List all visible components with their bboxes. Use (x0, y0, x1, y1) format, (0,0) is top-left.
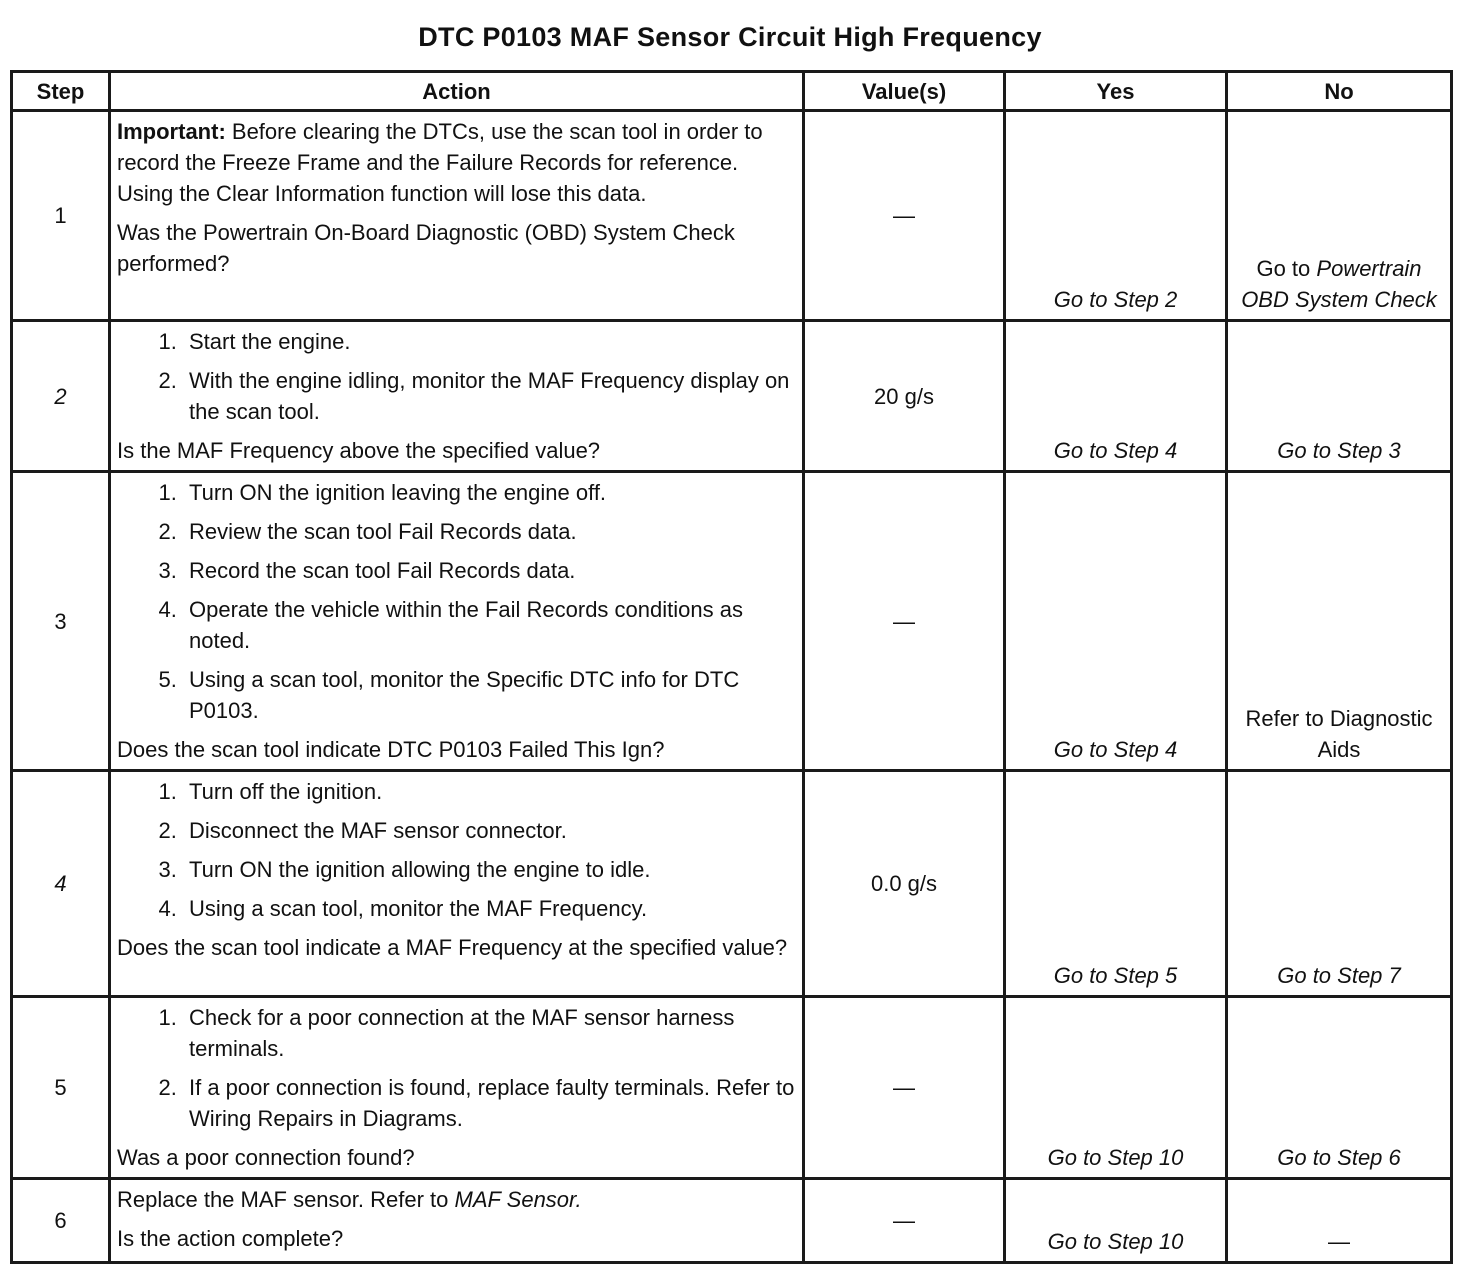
yes-link[interactable]: Go to Step 10 (1005, 997, 1227, 1179)
important-label: Important: (117, 119, 226, 144)
action-question: Does the scan tool indicate a MAF Frequency at the specified value? (117, 935, 788, 960)
yes-link[interactable]: Go to Step 4 (1005, 321, 1227, 472)
action-step-item: 3. Record the scan tool Fail Records data. (183, 555, 796, 586)
action-step-item: 1. Start the engine. (183, 326, 796, 357)
action-steps (117, 477, 796, 726)
step-number: 6 (12, 1179, 110, 1263)
yes-link[interactable]: Go to Step 4 (1005, 472, 1227, 771)
yes-link[interactable]: Go to Step 5 (1005, 771, 1227, 997)
action-step-item: 2. Review the scan tool Fail Records data. (183, 516, 796, 547)
value-cell: — (804, 1179, 1005, 1263)
value-cell: 0.0 g/s (804, 771, 1005, 997)
table-row (12, 111, 1452, 321)
table-row (12, 997, 1452, 1179)
step-number: 4 (12, 771, 110, 997)
action-step-item: 1. Turn off the ignition. (183, 776, 796, 807)
action-step-item: 2. If a poor connection is found, replace faulty terminals. Refer to Wiring Repairs in Diagrams. (183, 1072, 796, 1134)
action-question: Was the Powertrain On-Board Diagnostic (OBD) System Check performed? (117, 220, 735, 276)
action-step-item: 4. Using a scan tool, monitor the MAF Frequency. (183, 893, 796, 924)
action-reference: MAF Sensor. (454, 1187, 582, 1212)
header-no: No (1227, 72, 1452, 111)
action-cell (110, 1179, 804, 1263)
table-row (12, 472, 1452, 771)
action-step-item: 4. Operate the vehicle within the Fail Records conditions as noted. (183, 594, 796, 656)
step-number: 2 (12, 321, 110, 472)
header-row (12, 72, 1452, 111)
step-number: 5 (12, 997, 110, 1179)
action-cell (110, 472, 804, 771)
action-steps (117, 326, 796, 427)
action-question: Does the scan tool indicate DTC P0103 Failed This Ign? (117, 737, 665, 762)
no-link[interactable]: Refer to Diagnostic Aids (1227, 472, 1452, 771)
no-prefix: Go to (1256, 256, 1311, 281)
step-number: 1 (12, 111, 110, 321)
action-cell (110, 111, 804, 321)
action-steps (117, 1002, 796, 1134)
no-link[interactable]: Go to Step 6 (1227, 997, 1452, 1179)
no-link[interactable]: — (1227, 1179, 1452, 1263)
action-text (117, 1184, 796, 1215)
yes-link[interactable]: Go to Step 2 (1005, 111, 1227, 321)
table-row (12, 771, 1452, 997)
value-cell: — (804, 997, 1005, 1179)
yes-link[interactable]: Go to Step 10 (1005, 1179, 1227, 1263)
important-note (117, 116, 796, 209)
action-text-main: Replace the MAF sensor. Refer to (117, 1187, 449, 1212)
document-title: DTC P0103 MAF Sensor Circuit High Frequency (418, 22, 1042, 52)
table-row (12, 1179, 1452, 1263)
step-number: 3 (12, 472, 110, 771)
action-question: Is the action complete? (117, 1226, 344, 1251)
action-step-item: 3. Turn ON the ignition allowing the engine to idle. (183, 854, 796, 885)
value-cell: 20 g/s (804, 321, 1005, 472)
header-yes: Yes (1005, 72, 1227, 111)
no-reference: Powertrain OBD System Check (1241, 256, 1437, 312)
header-action: Action (110, 72, 804, 111)
action-cell (110, 997, 804, 1179)
value-cell: — (804, 111, 1005, 321)
diagnostic-table (10, 70, 1453, 1264)
action-cell (110, 321, 804, 472)
action-steps (117, 776, 796, 924)
header-step: Step (12, 72, 110, 111)
action-question: Was a poor connection found? (117, 1145, 415, 1170)
no-link[interactable]: Go to Step 7 (1227, 771, 1452, 997)
action-cell (110, 771, 804, 997)
header-values: Value(s) (804, 72, 1005, 111)
action-step-item: 1. Turn ON the ignition leaving the engine off. (183, 477, 796, 508)
action-step-item: 5. Using a scan tool, monitor the Specific DTC info for DTC P0103. (183, 664, 796, 726)
value-cell: — (804, 472, 1005, 771)
no-link[interactable] (1227, 111, 1452, 321)
action-step-item: 2. With the engine idling, monitor the MAF Frequency display on the scan tool. (183, 365, 796, 427)
no-link[interactable]: Go to Step 3 (1227, 321, 1452, 472)
action-question: Is the MAF Frequency above the specified value? (117, 438, 601, 463)
table-row (12, 321, 1452, 472)
action-step-item: 2. Disconnect the MAF sensor connector. (183, 815, 796, 846)
action-step-item: 1. Check for a poor connection at the MAF sensor harness terminals. (183, 1002, 796, 1064)
important-text: Before clearing the DTCs, use the scan tool in order to record the Freeze Frame and the Failure Records for reference. Using the Clear Information function will lose this data. (117, 119, 763, 206)
